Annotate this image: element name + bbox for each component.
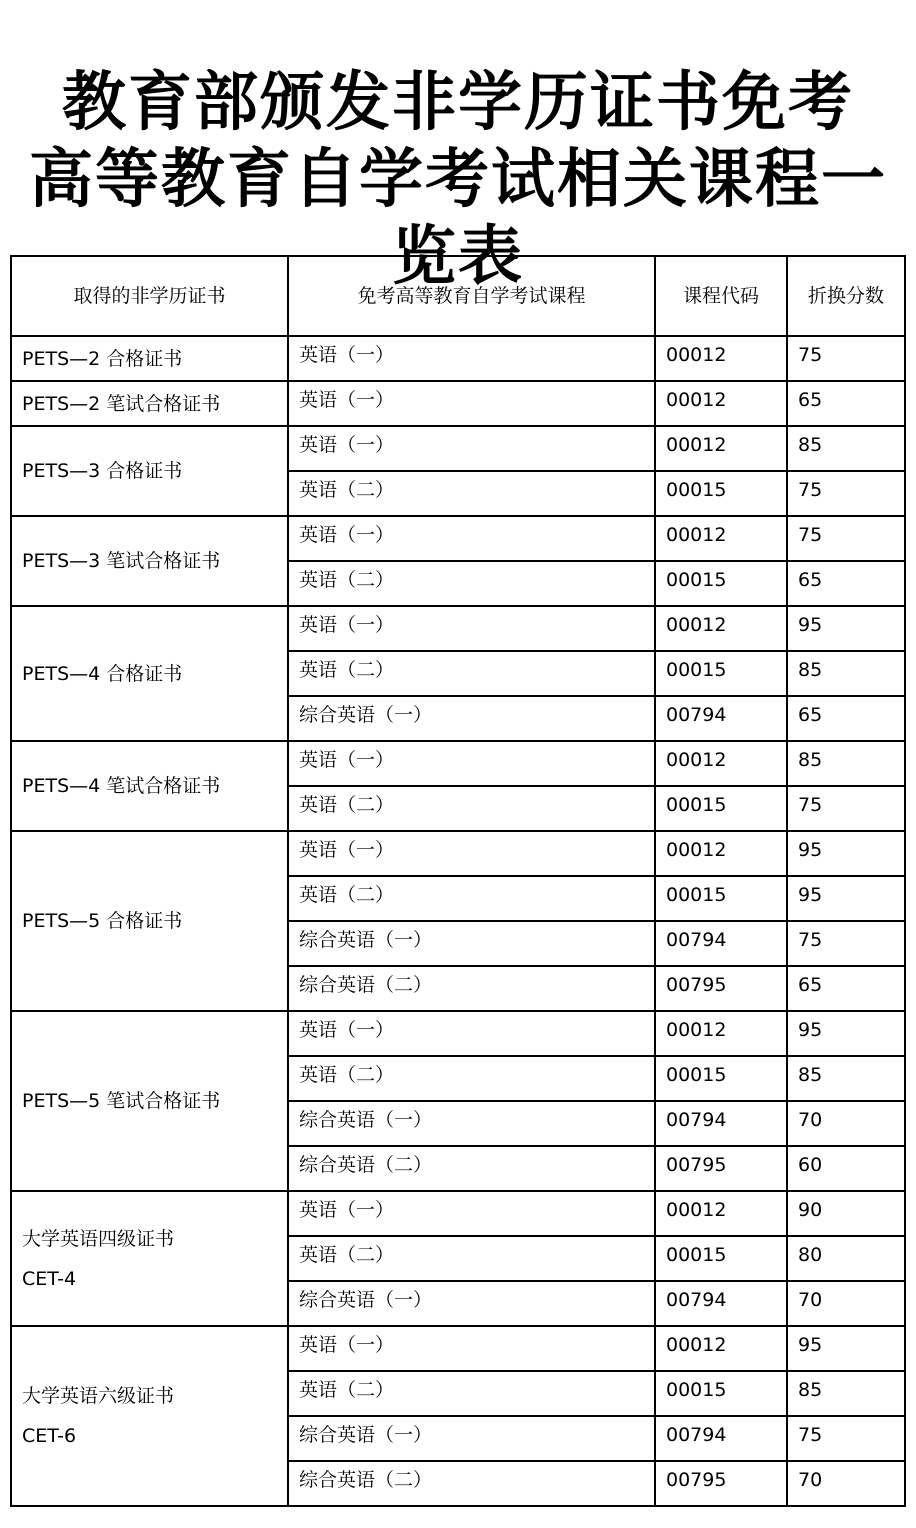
score-cell: 85 — [787, 426, 905, 471]
certificate-name: PETS—2 合格证书 — [22, 347, 183, 370]
score-cell: 65 — [787, 381, 905, 426]
table-row — [11, 741, 905, 786]
title-line: 高等教育自学考试相关课程一 — [29, 142, 887, 217]
certificate-cell — [11, 336, 288, 381]
certificate-cell — [11, 1326, 288, 1506]
course-cell: 英语（二） — [288, 1371, 655, 1416]
certificate-name: PETS—5 笔试合格证书 — [22, 1090, 221, 1112]
course-cell: 英语（二） — [288, 651, 655, 696]
certificate-name: PETS—2 笔试合格证书 — [22, 392, 221, 415]
code-cell: 00794 — [655, 696, 787, 741]
course-cell: 综合英语（一） — [288, 1101, 655, 1146]
score-cell: 75 — [787, 516, 905, 561]
code-cell: 00795 — [655, 1461, 787, 1506]
code-cell: 00015 — [655, 1371, 787, 1416]
certificate-name: CET-4 — [22, 1267, 77, 1290]
course-cell: 英语（一） — [288, 426, 655, 471]
title-line: 教育部颁发非学历证书免考 — [62, 65, 854, 140]
table-row — [11, 336, 905, 381]
certificate-cell — [11, 1191, 288, 1326]
course-cell: 英语（一） — [288, 741, 655, 786]
code-cell: 00795 — [655, 966, 787, 1011]
certificate-cell — [11, 606, 288, 741]
code-cell: 00012 — [655, 516, 787, 561]
course-cell: 综合英语（一） — [288, 696, 655, 741]
course-cell: 英语（二） — [288, 561, 655, 606]
code-cell: 00015 — [655, 786, 787, 831]
score-cell: 85 — [787, 1056, 905, 1101]
certificate-cell — [11, 1011, 288, 1191]
certificate-name: PETS—4 合格证书 — [22, 662, 183, 685]
score-cell: 70 — [787, 1101, 905, 1146]
course-cell: 综合英语（一） — [288, 921, 655, 966]
code-cell: 00794 — [655, 1101, 787, 1146]
score-cell: 95 — [787, 831, 905, 876]
score-cell: 95 — [787, 1011, 905, 1056]
code-cell: 00015 — [655, 1236, 787, 1281]
table-row — [11, 1011, 905, 1056]
code-cell: 00794 — [655, 1416, 787, 1461]
code-cell: 00015 — [655, 1056, 787, 1101]
course-cell: 英语（一） — [288, 831, 655, 876]
score-cell: 85 — [787, 1371, 905, 1416]
table-row — [11, 426, 905, 471]
header-course: 免考高等教育自学考试课程 — [288, 256, 655, 336]
score-cell: 75 — [787, 1416, 905, 1461]
course-cell: 综合英语（一） — [288, 1281, 655, 1326]
score-cell: 75 — [787, 471, 905, 516]
code-cell: 00012 — [655, 1011, 787, 1056]
course-cell: 英语（一） — [288, 606, 655, 651]
certificate-name: 大学英语四级证书 — [22, 1227, 175, 1250]
code-cell: 00015 — [655, 651, 787, 696]
code-cell: 00012 — [655, 741, 787, 786]
header-certificate: 取得的非学历证书 — [11, 256, 288, 336]
score-cell: 75 — [787, 786, 905, 831]
course-cell: 英语（一） — [288, 336, 655, 381]
course-cell: 英语（一） — [288, 516, 655, 561]
score-cell: 95 — [787, 876, 905, 921]
title-line: 览表 — [392, 219, 524, 294]
course-cell: 英语（一） — [288, 381, 655, 426]
code-cell: 00012 — [655, 426, 787, 471]
course-cell: 综合英语（一） — [288, 1416, 655, 1461]
course-cell: 综合英语（二） — [288, 966, 655, 1011]
course-cell: 英语（二） — [288, 786, 655, 831]
code-cell: 00794 — [655, 921, 787, 966]
score-cell: 60 — [787, 1146, 905, 1191]
course-cell: 英语（二） — [288, 876, 655, 921]
certificate-name: CET-6 — [22, 1425, 77, 1447]
certificate-name: PETS—5 合格证书 — [22, 910, 183, 932]
course-cell: 英语（一） — [288, 1011, 655, 1056]
score-cell: 65 — [787, 696, 905, 741]
code-cell: 00015 — [655, 471, 787, 516]
score-cell: 95 — [787, 1326, 905, 1371]
code-cell: 00012 — [655, 336, 787, 381]
table-body — [11, 336, 905, 1506]
course-cell: 英语（一） — [288, 1191, 655, 1236]
code-cell: 00012 — [655, 831, 787, 876]
score-cell: 85 — [787, 741, 905, 786]
score-cell: 75 — [787, 336, 905, 381]
table-row — [11, 1191, 905, 1236]
code-cell: 00015 — [655, 561, 787, 606]
code-cell: 00015 — [655, 876, 787, 921]
table-row — [11, 831, 905, 876]
certificate-name: PETS—4 笔试合格证书 — [22, 775, 221, 797]
exemption-table — [10, 255, 906, 1507]
score-cell: 90 — [787, 1191, 905, 1236]
course-cell: 综合英语（二） — [288, 1146, 655, 1191]
header-row — [11, 256, 905, 336]
score-cell: 70 — [787, 1461, 905, 1506]
score-cell: 65 — [787, 561, 905, 606]
code-cell: 00012 — [655, 381, 787, 426]
certificate-cell — [11, 741, 288, 831]
certificate-name: PETS—3 笔试合格证书 — [22, 550, 221, 572]
course-cell: 英语（二） — [288, 471, 655, 516]
code-cell: 00795 — [655, 1146, 787, 1191]
certificate-name: PETS—3 合格证书 — [22, 460, 183, 482]
code-cell: 00012 — [655, 1326, 787, 1371]
table-row — [11, 606, 905, 651]
course-cell: 英语（一） — [288, 1326, 655, 1371]
score-cell: 70 — [787, 1281, 905, 1326]
score-cell: 80 — [787, 1236, 905, 1281]
course-cell: 综合英语（二） — [288, 1461, 655, 1506]
score-cell: 85 — [787, 651, 905, 696]
code-cell: 00012 — [655, 606, 787, 651]
course-cell: 英语（二） — [288, 1056, 655, 1101]
header-course-code: 课程代码 — [655, 256, 787, 336]
certificate-name: 大学英语六级证书 — [22, 1385, 175, 1407]
code-cell: 00012 — [655, 1191, 787, 1236]
certificate-cell — [11, 831, 288, 1011]
course-cell: 英语（二） — [288, 1236, 655, 1281]
certificate-cell — [11, 426, 288, 516]
table-row — [11, 381, 905, 426]
code-cell: 00794 — [655, 1281, 787, 1326]
score-cell: 75 — [787, 921, 905, 966]
score-cell: 65 — [787, 966, 905, 1011]
table-row — [11, 516, 905, 561]
certificate-cell — [11, 381, 288, 426]
score-cell: 95 — [787, 606, 905, 651]
table-row — [11, 1326, 905, 1371]
certificate-cell — [11, 516, 288, 606]
header-score: 折换分数 — [787, 256, 905, 336]
